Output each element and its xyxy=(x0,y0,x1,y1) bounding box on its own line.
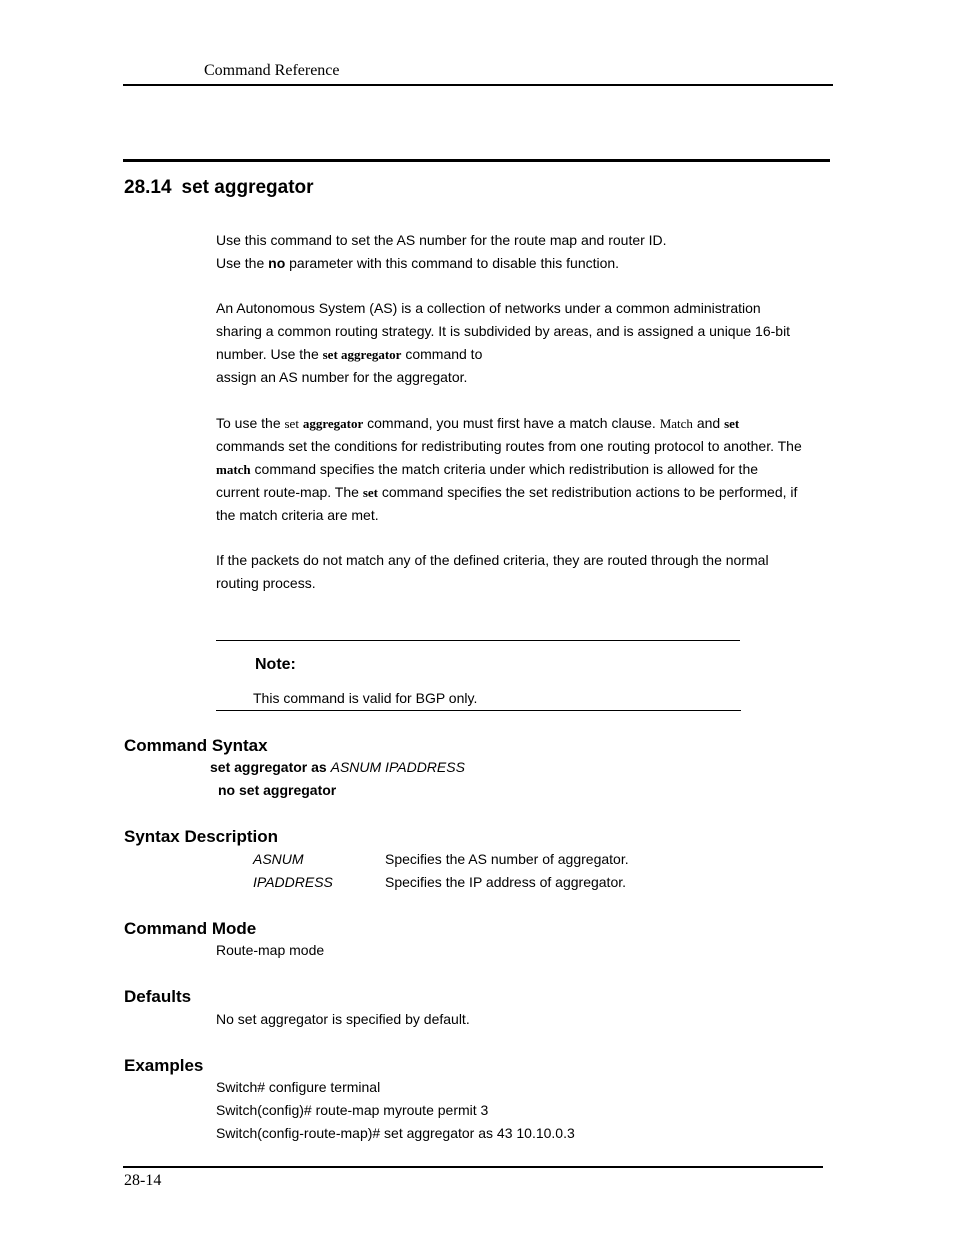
section-name: set aggregator xyxy=(181,177,314,198)
command-mode-text: Route-map mode xyxy=(216,942,325,958)
use-para-line-4: current route-map. The set command specifies the set redistribution actions to be performed, if xyxy=(216,484,798,500)
use-para-line-5: the match criteria are met. xyxy=(216,507,379,523)
param-desc: Specifies the AS number of aggregator. xyxy=(385,851,629,867)
syntax-line-2: no set aggregator xyxy=(218,782,337,798)
defaults-text: No set aggregator is specified by default. xyxy=(216,1011,470,1027)
note-top-rule xyxy=(216,640,740,641)
section-rule xyxy=(123,159,830,162)
use-para-line-3: match command specifies the match criteria under which redistribution is allowed for the xyxy=(216,461,759,477)
example-line: Switch(config)# route-map myroute permit 3 xyxy=(216,1102,489,1118)
as-para-line-4: assign an AS number for the aggregator. xyxy=(216,369,468,385)
page-number: 28-14 xyxy=(124,1172,162,1189)
example-line: Switch# configure terminal xyxy=(216,1079,381,1095)
command-mode-heading: Command Mode xyxy=(124,919,257,938)
examples-heading: Examples xyxy=(124,1056,204,1075)
intro-line-2: Use the no parameter with this command to disable this function. xyxy=(216,255,620,271)
nomatch-line-2: routing process. xyxy=(216,575,316,591)
footer-rule xyxy=(123,1166,823,1168)
no-keyword: no xyxy=(268,255,286,271)
param-desc: Specifies the IP address of aggregator. xyxy=(385,874,627,890)
syntax-description-heading: Syntax Description xyxy=(124,827,278,846)
use-para-line-1: To use the set aggregator command, you must first have a match clause. Match and set xyxy=(216,415,740,431)
note-bottom-rule xyxy=(216,710,741,711)
as-para-line-2: sharing a common routing strategy. It is subdivided by areas, and is assigned a unique 16-bit xyxy=(216,323,791,339)
intro-line-1: Use this command to set the AS number for the route map and router ID. xyxy=(216,232,667,248)
nomatch-line-1: If the packets do not match any of the defined criteria, they are routed through the normal xyxy=(216,552,769,568)
defaults-heading: Defaults xyxy=(124,987,192,1006)
as-para-line-3: number. Use the set aggregator command to xyxy=(216,346,483,362)
use-para-line-2: commands set the conditions for redistributing routes from one routing protocol to another. The xyxy=(216,438,802,454)
section-number: 28.14 xyxy=(124,177,172,198)
section-title xyxy=(124,177,314,199)
command-syntax-heading: Command Syntax xyxy=(124,736,268,755)
as-para-line-1: An Autonomous System (AS) is a collection of networks under a common administration xyxy=(216,300,761,316)
running-header: Command Reference xyxy=(204,62,340,79)
note-text: This command is valid for BGP only. xyxy=(253,690,478,706)
example-line: Switch(config-route-map)# set aggregator as 43 10.10.0.3 xyxy=(216,1125,575,1141)
syntax-line-1: set aggregator as ASNUM IPADDRESS xyxy=(210,759,465,775)
param-name: ASNUM xyxy=(253,851,304,867)
param-name: IPADDRESS xyxy=(253,874,333,890)
note-label: Note: xyxy=(255,656,296,673)
header-rule xyxy=(123,84,833,86)
set-aggregator-cmd: set aggregator xyxy=(322,347,402,362)
